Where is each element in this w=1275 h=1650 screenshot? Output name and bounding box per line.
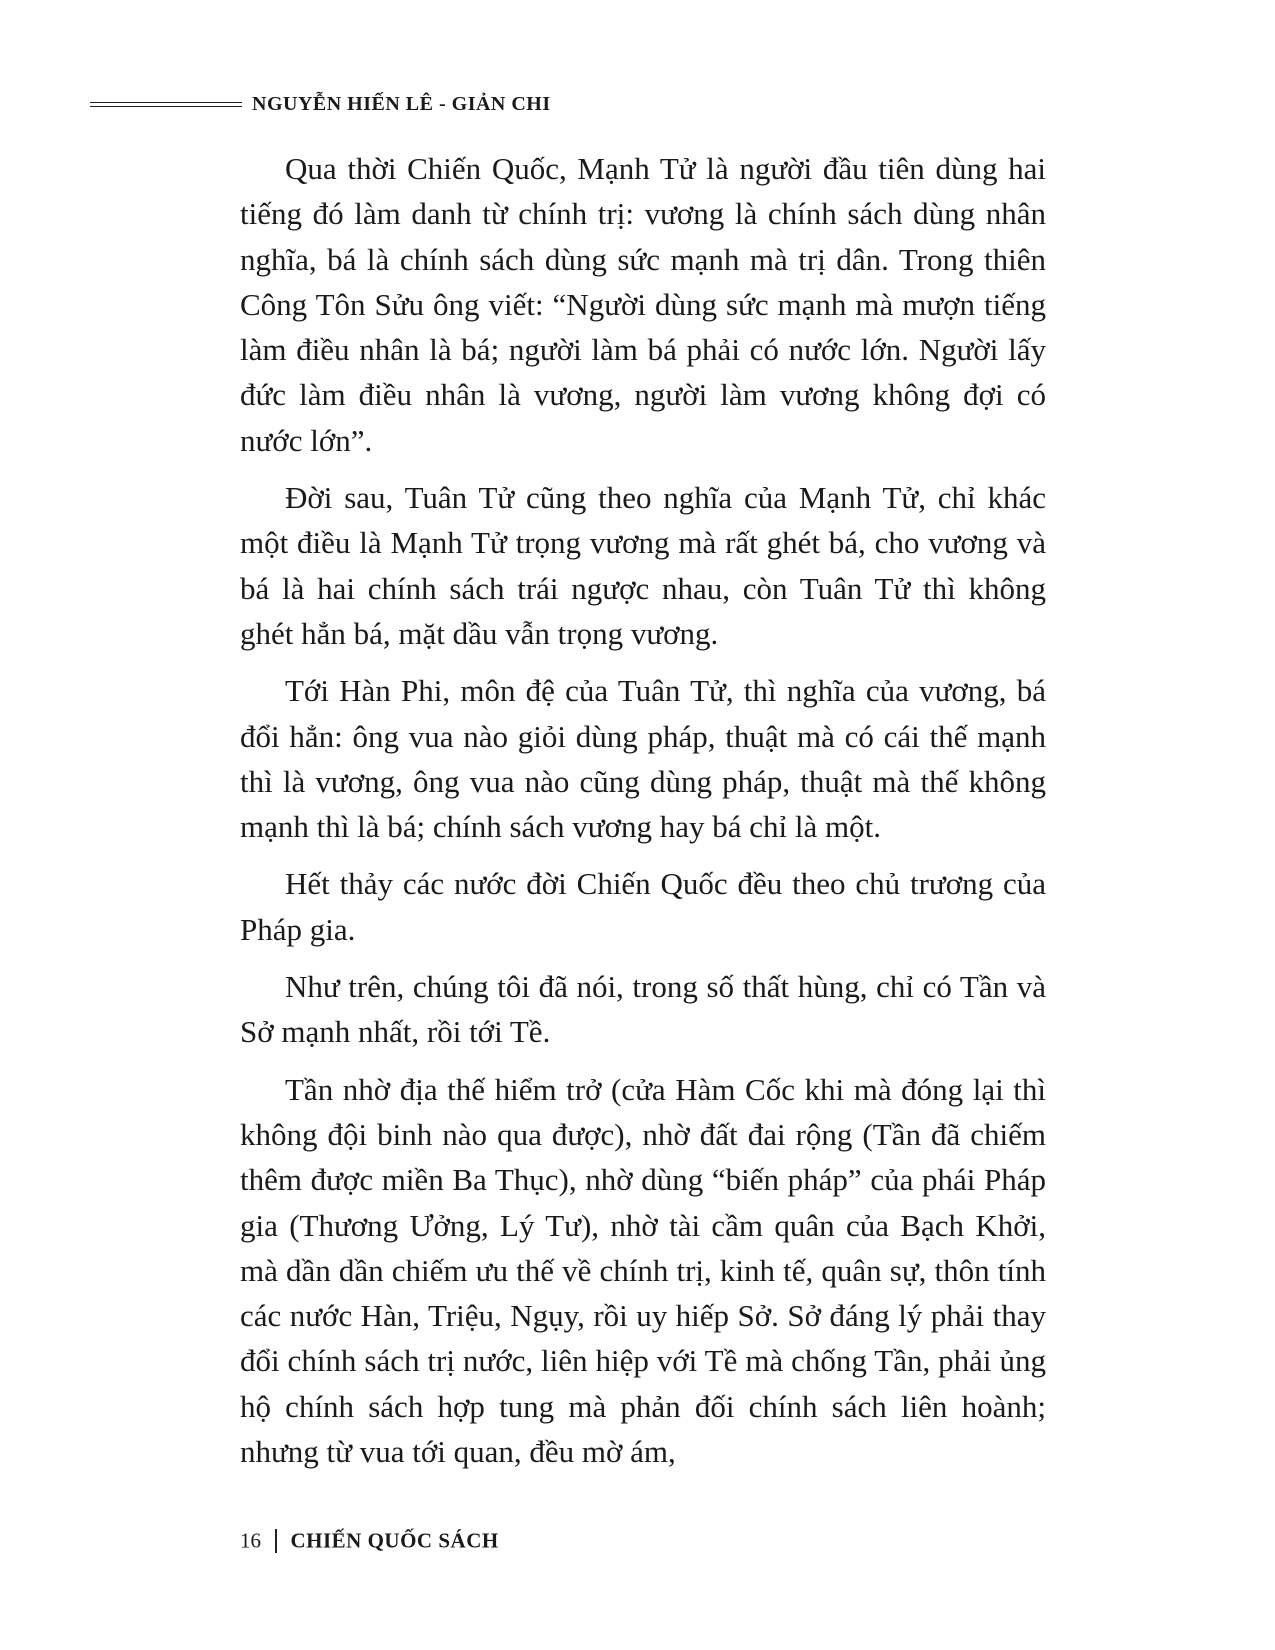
paragraph: Tần nhờ địa thế hiểm trở (cửa Hàm Cốc khi mà đóng lại thì không đội binh nào qua được), nhờ đất đai rộng (Tần đã chiếm thêm được miền Ba Thục), nhờ dùng “biến pháp” của phái Pháp gia (Thương Ưởng, Lý Tư), nhờ tài cầm quân của Bạch Khởi, mà dần dần chiếm ưu thế về chính trị, kinh tế, quân sự, thôn tính các nước Hàn, Triệu, Ngụy, rồi uy hiếp Sở. Sở đáng lý phải thay đổi chính sách trị nước, liên hiệp với Tề mà chống Tần, phải ủng hộ chính sách hợp tung mà phản đối chính sách liên hoành; nhưng từ vua tới quan, đều mờ ám, xyxy=(240,1071,1046,1470)
paragraph: Như trên, chúng tôi đã nói, trong số thất hùng, chỉ có Tần và Sở mạnh nhất, rồi tới Tề. xyxy=(240,969,1046,1050)
page-body xyxy=(240,146,1046,1486)
paragraph: Qua thời Chiến Quốc, Mạnh Tử là người đầu tiên dùng hai tiếng đó làm danh từ chính trị: vương là chính sách dùng nhân nghĩa, bá là chính sách dùng sức mạnh mà trị dân. Trong thiên Công Tôn Sửu ông viết: “Người dùng sức mạnh mà mượn tiếng làm điều nhân là bá; người làm bá phải có nước lớn. Người lấy đức làm điều nhân là vương, người làm vương không đợi có nước lớn”. xyxy=(240,151,1046,458)
paragraph: Tới Hàn Phi, môn đệ của Tuân Tử, thì nghĩa của vương, bá đổi hẳn: ông vua nào giỏi dùng pháp, thuật mà có cái thế mạnh thì là vương, ông vua nào cũng dùng pháp, thuật mà thế không mạnh thì là bá; chính sách vương hay bá chỉ là một. xyxy=(240,673,1046,845)
running-header xyxy=(90,93,1090,119)
footer-separator xyxy=(275,1529,277,1553)
header-author: NGUYỄN HIẾN LÊ - GIẢN CHI xyxy=(252,93,551,115)
paragraph: Hết thảy các nước đời Chiến Quốc đều theo chủ trương của Pháp gia. xyxy=(240,866,1046,947)
paragraph: Đời sau, Tuân Tử cũng theo nghĩa của Mạnh Tử, chỉ khác một điều là Mạnh Tử trọng vương mà rất ghét bá, cho vương và bá là hai chính sách trái ngược nhau, còn Tuân Tử thì không ghét hẳn bá, mặt dầu vẫn trọng vương. xyxy=(240,480,1046,651)
running-footer xyxy=(240,1527,499,1554)
header-double-rule xyxy=(90,102,242,107)
book-title: CHIẾN QUỐC SÁCH xyxy=(290,1528,499,1553)
page-number: 16 xyxy=(240,1528,261,1553)
